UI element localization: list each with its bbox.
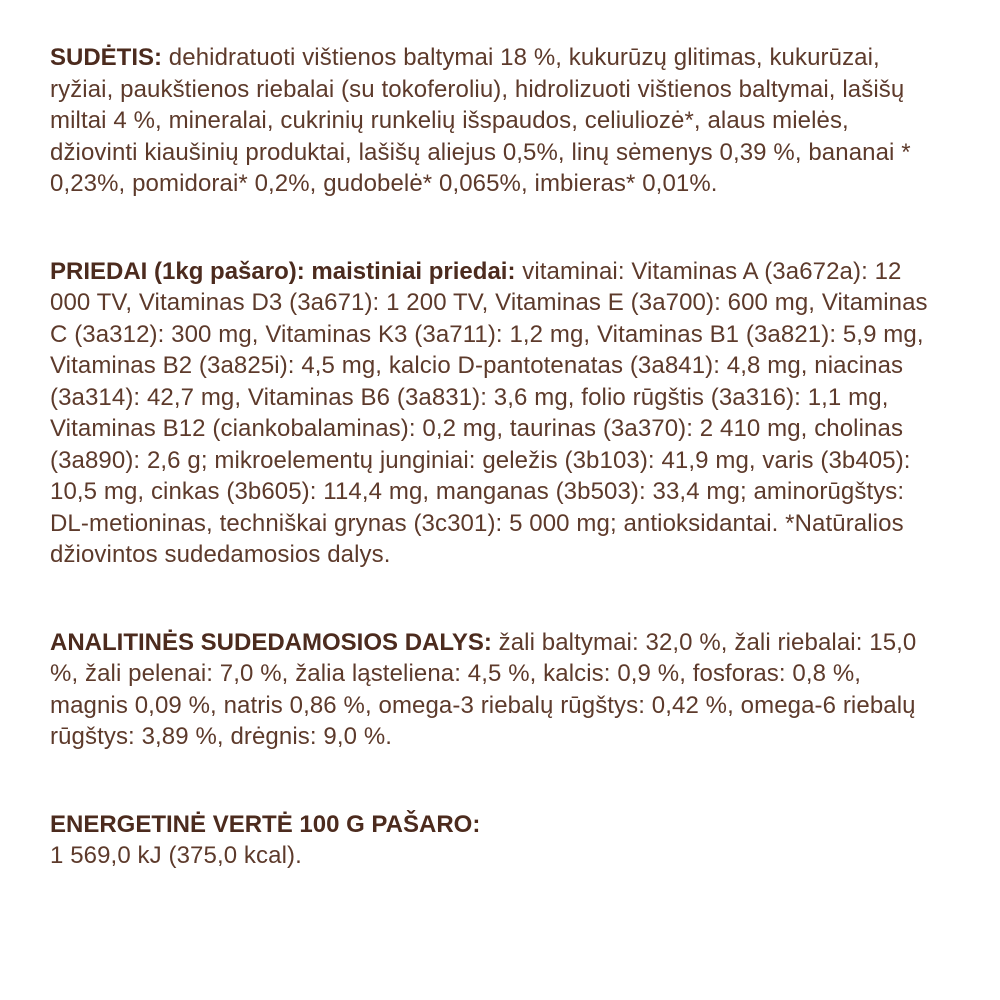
analytical-constituents-text: žali baltymai: 32,0 %, žali riebalai: 15,0 %, žali pelenai: 7,0 %, žalia ląsteliena: 4,5 %, kalcis: 0,9 %, fosforas: 0,8 %, magnis 0,09 %, natris 0,86 %, omega-3 riebalų rūgštys: 0,42 %, omega-6 riebalų rūgštys: 3,89 %, drėgnis: 9,0 %. [50,628,917,750]
section-analytical-constituents [50,627,942,753]
composition-heading: SUDĖTIS: [50,44,163,71]
additives-heading: PRIEDAI (1kg pašaro): maistiniai priedai: [50,257,516,285]
analytical-constituents-heading: ANALITINĖS SUDEDAMOSIOS DALYS: [50,628,492,656]
section-composition [50,42,942,200]
energy-value-text: 1 569,0 kJ (375,0 kcal). [50,842,302,869]
section-energy-value [50,809,942,872]
composition-text: dehidratuoti vištienos baltymai 18 %, kukurūzų glitimas, kukurūzai, ryžiai, paukštienos riebalai (su tokoferoliu), hidrolizuoti vištienos baltymai, lašišų miltai 4 %, mineralai, cukrinių runkelių išspaudos, celiuliozė*, alaus mielės, džiovinti kiaušinių produktai, lašišų aliejus 0,5%, linų sėmenys 0,39 %, bananai * 0,23%, pomidorai* 0,2%, gudobelė* 0,065%, imbieras* 0,01%. [50,44,911,197]
additives-text: vitaminai: Vitaminas A (3a672a): 12 000 TV, Vitaminas D3 (3a671): 1 200 TV, Vitaminas E (3a700): 600 mg, Vitaminas C (3a312): 300 mg, Vitaminas K3 (3a711): 1,2 mg, Vitaminas B1 (3a821): 5,9 mg, Vitaminas B2 (3a825i): 4,5 mg, kalcio D-pantotenatas (3a841): 4,8 mg, niacinas (3a314): 42,7 mg, Vitaminas B6 (3a831): 3,6 mg, folio rūgštis (3a316): 1,1 mg, Vitaminas B12 (ciankobalaminas): 0,2 mg, taurinas (3a370): 2 410 mg, cholinas (3a890): 2,6 g; mikroelementų junginiai: geležis (3b103): 41,9 mg, varis (3b405): 10,5 mg, cinkas (3b605): 114,4 mg, manganas (3b503): 33,4 mg; aminorūgštys: DL-metioninas, techniškai grynas (3c301): 5 000 mg; antioksidantai. *Natūralios džiovintos sudedamosios dalys. [50,257,928,568]
section-additives [50,256,942,571]
energy-value-heading: ENERGETINĖ VERTĖ 100 G PAŠARO: [50,810,481,838]
